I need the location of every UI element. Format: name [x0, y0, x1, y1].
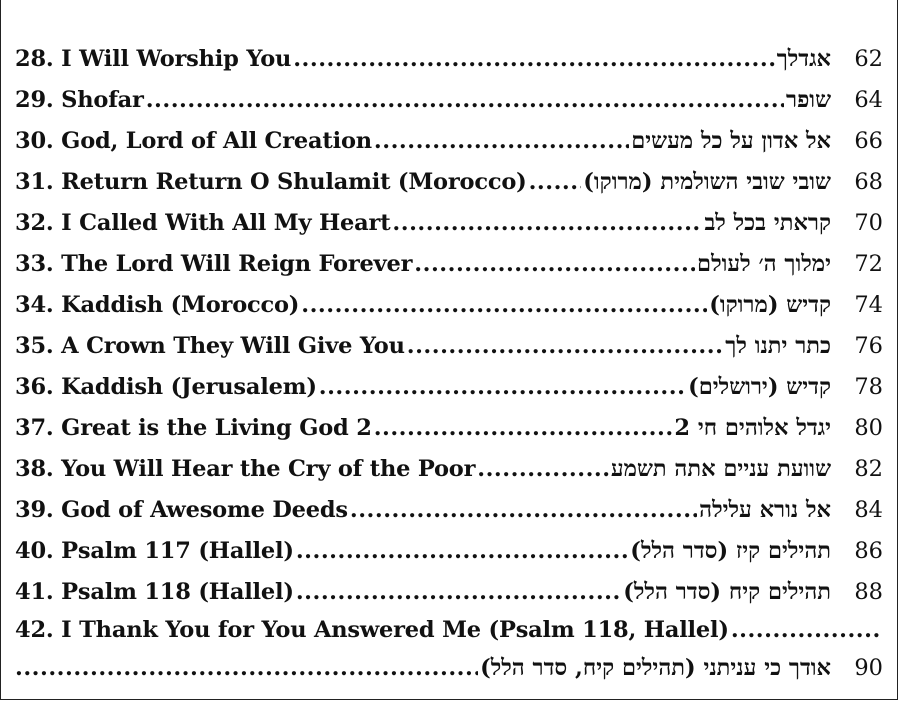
entry-title-hebrew: אגדלך	[776, 45, 831, 72]
entry-title-hebrew: קראתי בכל לב	[704, 209, 831, 236]
leader-dots	[731, 617, 881, 643]
toc-entry	[15, 202, 883, 243]
toc-entry	[15, 489, 883, 530]
toc-entry	[15, 284, 883, 325]
entry-title-english: 36. Kaddish (Jerusalem)	[15, 373, 317, 400]
entry-title-hebrew: כתר יתנו לך	[725, 332, 831, 359]
leader-dots	[319, 374, 686, 400]
page-number: 78	[854, 373, 883, 400]
toc-entry	[15, 325, 883, 366]
entry-title-hebrew: תהילים קיז (סדר הלל)	[630, 537, 831, 564]
toc-entry	[15, 161, 883, 202]
toc-entry-last-line-1	[15, 612, 883, 648]
toc-entry	[15, 571, 883, 612]
entry-title-hebrew: אודך כי עניתני (תהילים קיח, סדר הלל)	[480, 655, 831, 681]
entry-title-hebrew: שוועת עניים אתה תשמע	[610, 455, 831, 482]
entry-title-hebrew: תהילים קיח (סדר הלל)	[623, 578, 831, 605]
leader-dots	[296, 579, 621, 605]
page-number: 70	[854, 209, 883, 236]
entry-title-english: 38. You Will Hear the Cry of the Poor	[15, 455, 476, 482]
leader-dots	[414, 251, 695, 277]
leader-dots	[350, 497, 697, 523]
page-number: 72	[854, 250, 883, 277]
entry-title-english: 28. I Will Worship You	[15, 45, 292, 72]
toc-entry	[15, 366, 883, 407]
leader-dots	[301, 292, 707, 318]
entry-title-hebrew: אל אדון על כל מעשים	[631, 127, 831, 154]
page-number: 74	[854, 291, 883, 318]
entry-title-english: 37. Great is the Living God 2	[15, 414, 372, 441]
leader-dots	[392, 210, 702, 236]
entry-title-hebrew: ימלוך ה׳ לעולם	[697, 250, 831, 277]
page-number: 66	[854, 127, 883, 154]
page-number: 76	[854, 332, 883, 359]
leader-dots	[374, 128, 629, 154]
entry-title-hebrew: יגדל אלוהים חי 2	[674, 414, 831, 441]
page-number: 84	[854, 496, 883, 523]
leader-dots	[477, 456, 609, 482]
page-number: 62	[854, 45, 883, 72]
entry-title-english: 41. Psalm 118 (Hallel)	[15, 578, 294, 605]
page-number: 90	[854, 655, 883, 681]
entry-title-english: 40. Psalm 117 (Hallel)	[15, 537, 294, 564]
leader-dots	[529, 169, 582, 195]
entry-title-hebrew: שובי שובי השולמית (מרוקו)	[583, 168, 831, 195]
leader-dots	[293, 46, 775, 72]
entry-title-english: 29. Shofar	[15, 86, 144, 113]
entry-title-english: 33. The Lord Will Reign Forever	[15, 250, 413, 277]
toc-entry-last-line-2	[15, 648, 883, 688]
toc-entry	[15, 120, 883, 161]
entry-title-english: 35. A Crown They Will Give You	[15, 332, 405, 359]
toc-entry	[15, 38, 883, 79]
entry-title-english: 32. I Called With All My Heart	[15, 209, 391, 236]
entry-title-hebrew: שופר	[786, 86, 831, 113]
leader-dots	[374, 415, 673, 441]
page-number: 80	[854, 414, 883, 441]
leader-dots	[296, 538, 628, 564]
page-number: 82	[854, 455, 883, 482]
entry-title-english: 39. God of Awesome Deeds	[15, 496, 348, 523]
page-number: 86	[854, 537, 883, 564]
table-of-contents	[15, 38, 883, 688]
toc-entry	[15, 407, 883, 448]
leader-dots	[407, 333, 724, 359]
page-number: 64	[854, 86, 883, 113]
entry-title-english: 42. I Thank You for You Answered Me (Psalm 118, Hallel)	[15, 617, 729, 643]
toc-entry	[15, 530, 883, 571]
page-number: 88	[854, 578, 883, 605]
entry-title-hebrew: קדיש (מרוקו)	[709, 291, 831, 318]
entry-title-hebrew: קדיש (ירושלים)	[688, 373, 831, 400]
entry-title-hebrew: אל נורא עלילה	[699, 496, 831, 523]
leader-dots	[146, 87, 784, 113]
entry-title-english: 34. Kaddish (Morocco)	[15, 291, 300, 318]
toc-entry	[15, 448, 883, 489]
leader-dots	[15, 655, 478, 681]
toc-entry	[15, 243, 883, 284]
entry-title-english: 30. God, Lord of All Creation	[15, 127, 372, 154]
page-number: 68	[854, 168, 883, 195]
toc-entry	[15, 79, 883, 120]
entry-title-english: 31. Return Return O Shulamit (Morocco)	[15, 168, 527, 195]
